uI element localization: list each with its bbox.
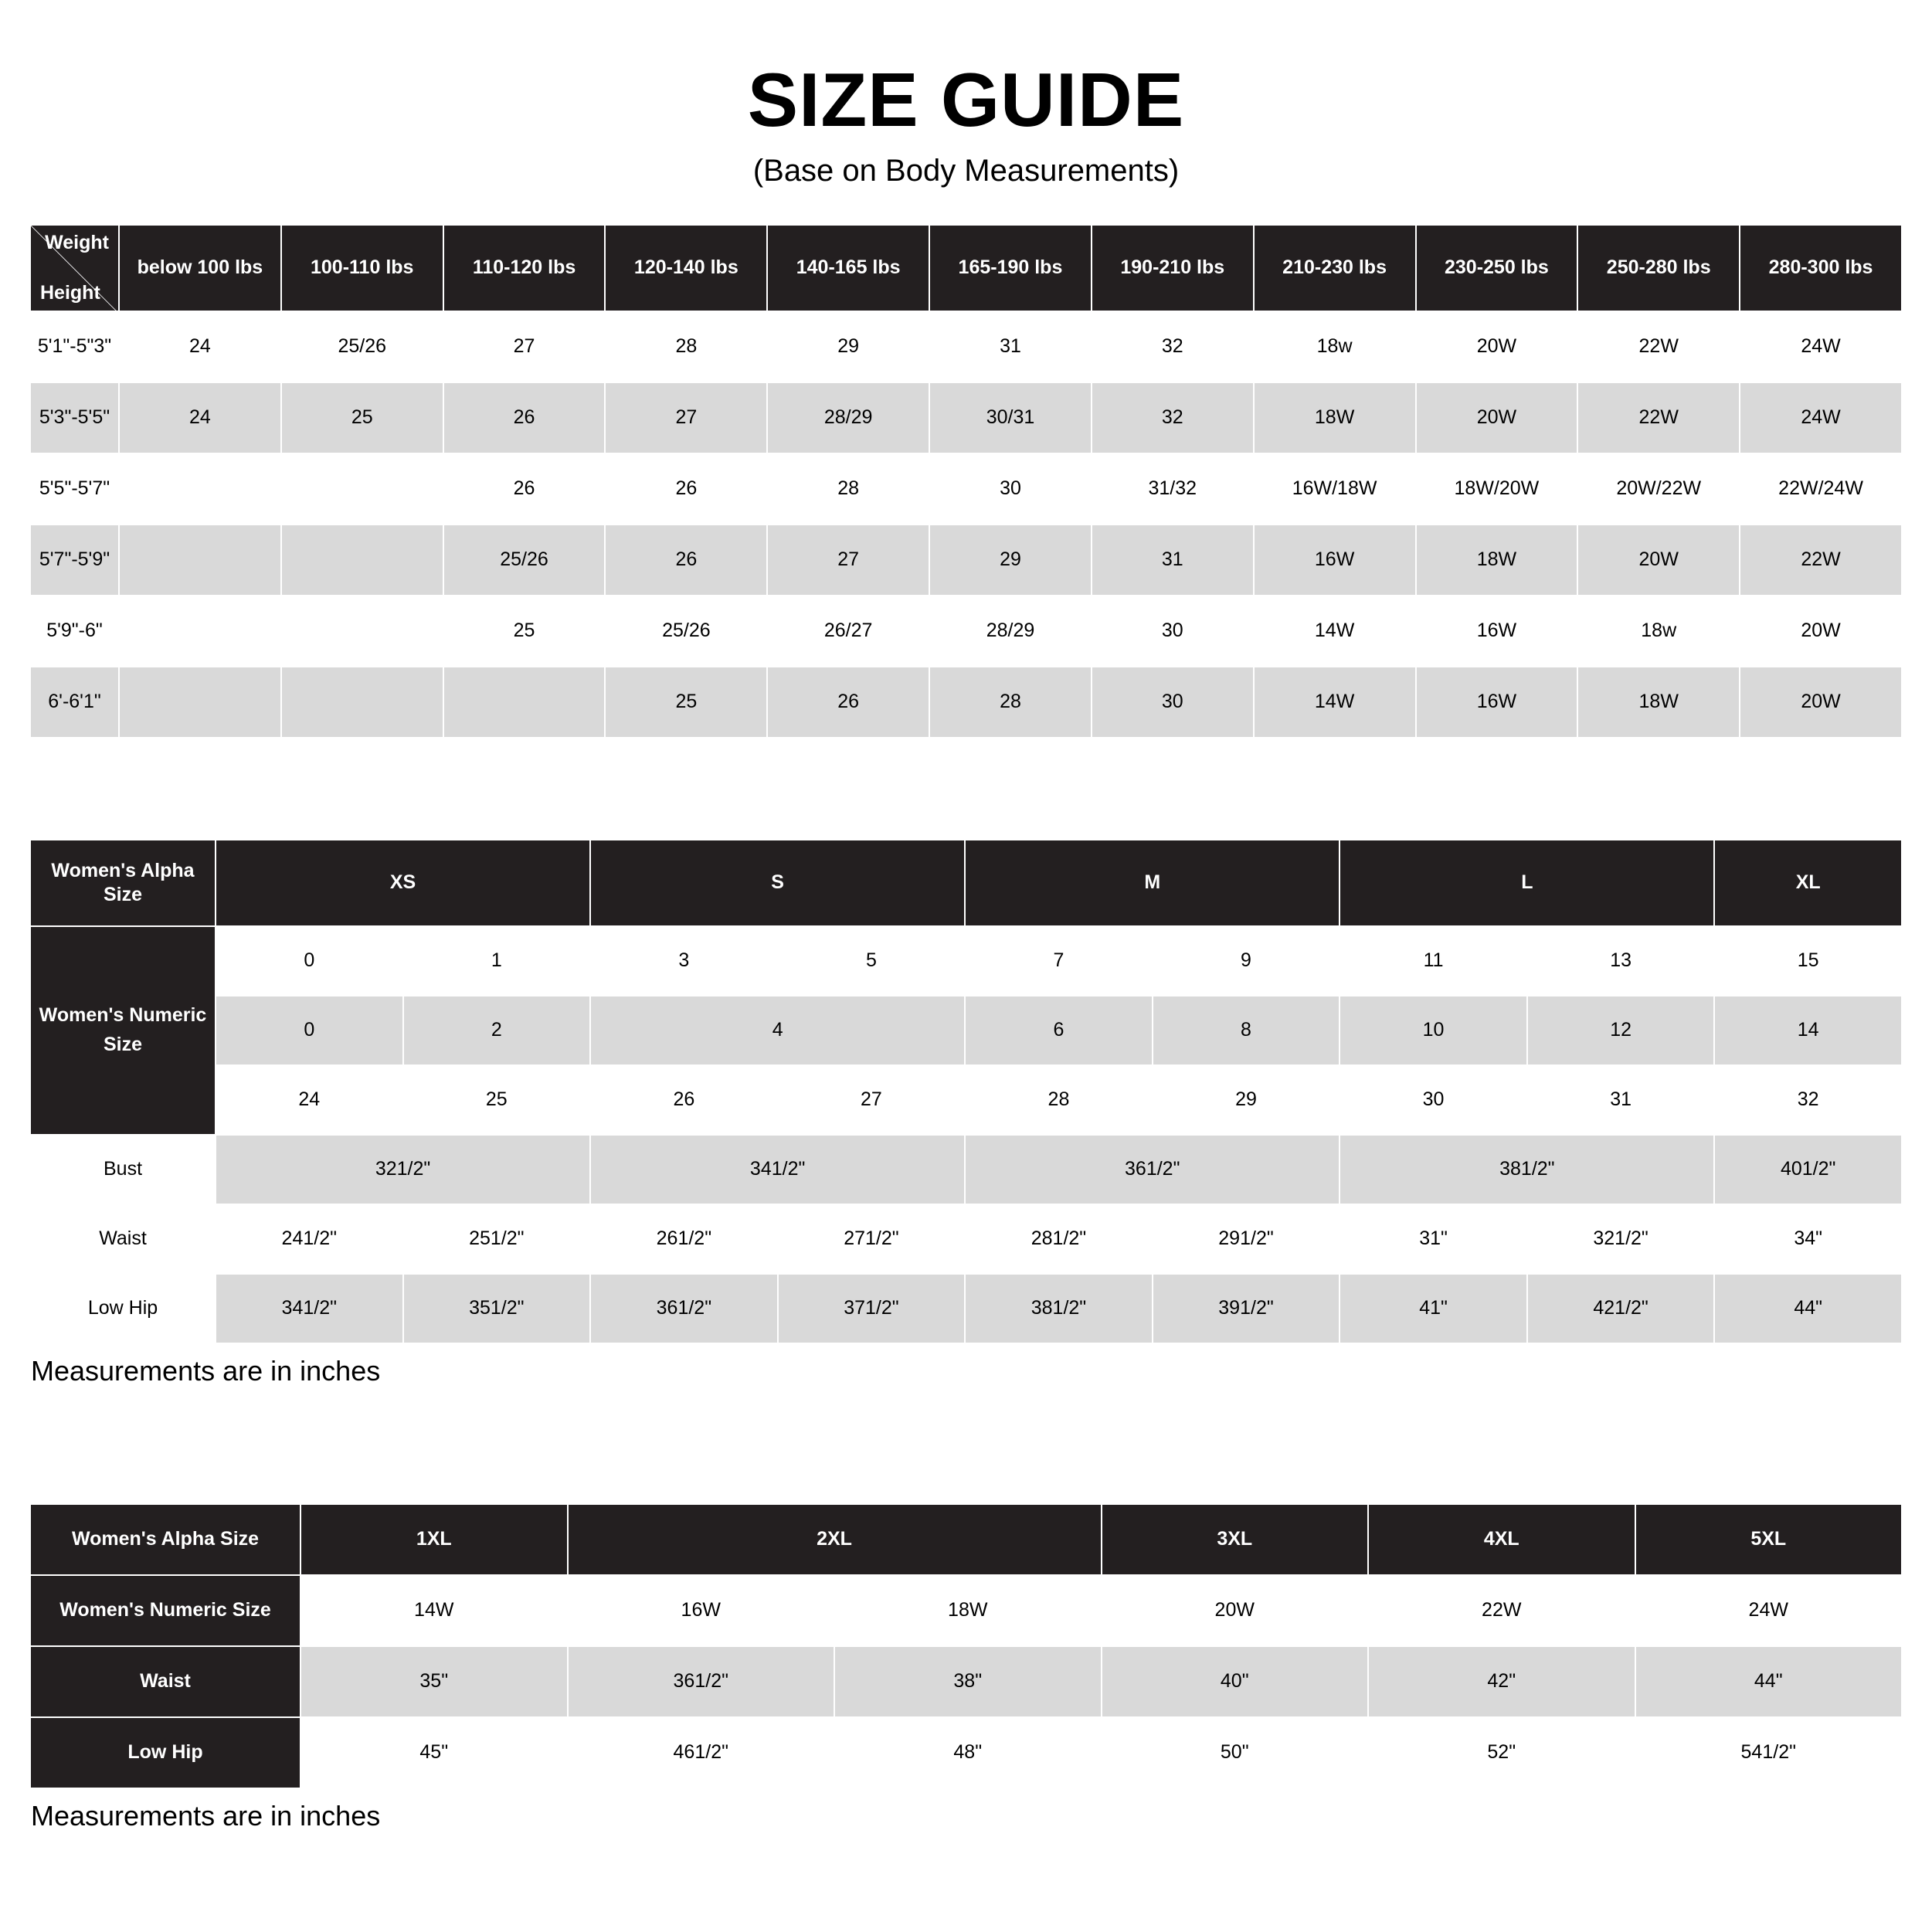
low-hip-label: Low Hip <box>30 1717 300 1788</box>
table-cell <box>281 453 443 525</box>
table-cell: 261/2" <box>590 1204 778 1274</box>
table-cell: 4 <box>590 996 965 1065</box>
page-subtitle: (Base on Body Measurements) <box>752 153 1180 188</box>
table-row <box>30 525 1902 596</box>
table-cell: 26 <box>590 1065 778 1135</box>
table-cell: 52" <box>1368 1717 1635 1788</box>
table-cell: 541/2" <box>1635 1717 1903 1788</box>
table-cell: 291/2" <box>1153 1204 1340 1274</box>
table-cell: 25/26 <box>443 525 606 596</box>
alpha-size-1xl: 1XL <box>300 1504 568 1575</box>
table-cell: 20W/22W <box>1577 453 1740 525</box>
table-cell: 29 <box>1153 1065 1340 1135</box>
table-cell: 16W <box>1254 525 1416 596</box>
row-header: 6'-6'1" <box>30 667 119 738</box>
table-cell: 28 <box>767 453 929 525</box>
bust-row <box>30 1135 1902 1204</box>
table-cell: 22W <box>1368 1575 1635 1646</box>
table-cell: 18W <box>1416 525 1578 596</box>
table-cell: 31 <box>929 311 1092 382</box>
table-cell: 25 <box>605 667 767 738</box>
table-cell: 16W/18W <box>1254 453 1416 525</box>
measurements-note: Measurements are in inches <box>31 1354 381 1387</box>
waist-row <box>30 1646 1902 1717</box>
table-cell: 18W <box>834 1575 1102 1646</box>
table-cell: 25 <box>281 382 443 453</box>
table-cell: 29 <box>767 311 929 382</box>
table-cell <box>119 453 281 525</box>
table-header-row <box>30 225 1902 311</box>
table-cell: 31/32 <box>1092 453 1254 525</box>
table-cell: 461/2" <box>568 1717 835 1788</box>
column-header: below 100 lbs <box>119 225 281 311</box>
table-cell: 341/2" <box>590 1135 965 1204</box>
table-cell: 31" <box>1339 1204 1527 1274</box>
height-axis-label: Height <box>40 281 100 304</box>
table-cell: 22W <box>1577 382 1740 453</box>
table-cell <box>443 667 606 738</box>
table-cell: 11 <box>1339 926 1527 996</box>
table-cell: 2 <box>403 996 591 1065</box>
table-cell: 24W <box>1740 382 1902 453</box>
column-header: 140-165 lbs <box>767 225 929 311</box>
table-cell: 27 <box>778 1065 966 1135</box>
waist-label: Waist <box>30 1204 216 1274</box>
row-header: 5'1"-5"3" <box>30 311 119 382</box>
table-cell: 8 <box>1153 996 1340 1065</box>
table-row <box>30 996 1902 1065</box>
numeric-size-label: Women's Numeric Size <box>30 1575 300 1646</box>
table-cell: 30 <box>1339 1065 1527 1135</box>
table-cell: 32 <box>1092 382 1254 453</box>
lowhip-row <box>30 1717 1902 1788</box>
table-cell: 27 <box>443 311 606 382</box>
table-cell: 381/2" <box>1339 1135 1714 1204</box>
table-cell: 26 <box>443 382 606 453</box>
table-row <box>30 926 1902 996</box>
alpha-size-5xl: 5XL <box>1635 1504 1903 1575</box>
waist-label: Waist <box>30 1646 300 1717</box>
table-cell: 31 <box>1527 1065 1715 1135</box>
table-cell: 26 <box>605 525 767 596</box>
table-cell: 25 <box>443 596 606 667</box>
table-cell: 48" <box>834 1717 1102 1788</box>
table-cell: 10 <box>1339 996 1527 1065</box>
table-row <box>30 382 1902 453</box>
table-cell: 34" <box>1714 1204 1902 1274</box>
alpha-size-label: Women's Alpha Size <box>30 840 216 926</box>
table-cell: 26 <box>767 667 929 738</box>
table-cell: 20W <box>1416 311 1578 382</box>
table-cell: 40" <box>1102 1646 1369 1717</box>
table-cell: 44" <box>1714 1274 1902 1343</box>
table-cell: 361/2" <box>965 1135 1339 1204</box>
table-cell: 22W <box>1740 525 1902 596</box>
table-cell: 26 <box>605 453 767 525</box>
table-cell: 32 <box>1092 311 1254 382</box>
table-cell: 45" <box>300 1717 568 1788</box>
column-header: 280-300 lbs <box>1740 225 1902 311</box>
column-header: 120-140 lbs <box>605 225 767 311</box>
table-cell: 7 <box>965 926 1153 996</box>
page-title: SIZE GUIDE <box>747 57 1185 142</box>
table-cell: 24 <box>119 311 281 382</box>
table-cell: 24W <box>1635 1575 1903 1646</box>
table-cell: 20W <box>1740 667 1902 738</box>
table-cell: 14W <box>1254 596 1416 667</box>
table-cell: 20W <box>1102 1575 1369 1646</box>
corner-header-cell <box>30 225 119 311</box>
table-cell <box>281 667 443 738</box>
table-cell: 18w <box>1254 311 1416 382</box>
table-cell: 361/2" <box>590 1274 778 1343</box>
table-cell: 14W <box>300 1575 568 1646</box>
table-cell: 341/2" <box>216 1274 403 1343</box>
height-weight-table <box>29 224 1903 739</box>
table-row <box>30 596 1902 667</box>
table-cell: 0 <box>216 926 403 996</box>
womens-plus-size-table <box>29 1503 1903 1789</box>
table-cell: 27 <box>767 525 929 596</box>
table-cell: 30/31 <box>929 382 1092 453</box>
table-cell: 42" <box>1368 1646 1635 1717</box>
row-header: 5'3"-5'5" <box>30 382 119 453</box>
table-cell: 321/2" <box>216 1135 590 1204</box>
table-cell: 13 <box>1527 926 1715 996</box>
table-cell: 28 <box>929 667 1092 738</box>
table-cell: 371/2" <box>778 1274 966 1343</box>
alpha-size-xs: XS <box>216 840 590 926</box>
alpha-size-xl: XL <box>1714 840 1902 926</box>
table-cell: 28/29 <box>929 596 1092 667</box>
numeric-size-row <box>30 1575 1902 1646</box>
alpha-size-header-row <box>30 840 1902 926</box>
table-cell <box>281 525 443 596</box>
measurements-note: Measurements are in inches <box>31 1799 381 1832</box>
table-cell: 16W <box>1416 596 1578 667</box>
table-cell: 14 <box>1714 996 1902 1065</box>
table-cell: 25/26 <box>281 311 443 382</box>
table-cell: 30 <box>1092 667 1254 738</box>
table-cell: 50" <box>1102 1717 1369 1788</box>
table-cell: 241/2" <box>216 1204 403 1274</box>
table-cell <box>119 525 281 596</box>
table-cell: 421/2" <box>1527 1274 1715 1343</box>
table-cell: 38" <box>834 1646 1102 1717</box>
weight-axis-label: Weight <box>45 231 109 253</box>
table-cell: 24 <box>119 382 281 453</box>
table-cell: 22W <box>1577 311 1740 382</box>
table-cell <box>281 596 443 667</box>
table-cell: 14W <box>1254 667 1416 738</box>
table-cell: 251/2" <box>403 1204 591 1274</box>
table-cell: 20W <box>1577 525 1740 596</box>
table-cell: 28 <box>965 1065 1153 1135</box>
table-cell: 16W <box>1416 667 1578 738</box>
table-cell: 41" <box>1339 1274 1527 1343</box>
column-header: 210-230 lbs <box>1254 225 1416 311</box>
table-cell: 18w <box>1577 596 1740 667</box>
table-row <box>30 453 1902 525</box>
bust-label: Bust <box>30 1135 216 1204</box>
table-cell <box>119 596 281 667</box>
table-cell: 321/2" <box>1527 1204 1715 1274</box>
table-cell: 20W <box>1740 596 1902 667</box>
table-cell: 29 <box>929 525 1092 596</box>
table-cell: 26 <box>443 453 606 525</box>
table-cell: 9 <box>1153 926 1340 996</box>
table-cell: 15 <box>1714 926 1902 996</box>
waist-row <box>30 1204 1902 1274</box>
table-cell: 22W/24W <box>1740 453 1902 525</box>
column-header: 165-190 lbs <box>929 225 1092 311</box>
table-cell: 30 <box>1092 596 1254 667</box>
table-cell: 28/29 <box>767 382 929 453</box>
table-cell: 31 <box>1092 525 1254 596</box>
table-cell: 3 <box>590 926 778 996</box>
table-row <box>30 667 1902 738</box>
table-cell: 16W <box>568 1575 835 1646</box>
table-cell: 25/26 <box>605 596 767 667</box>
table-cell: 12 <box>1527 996 1715 1065</box>
table-cell: 18W/20W <box>1416 453 1578 525</box>
alpha-size-label: Women's Alpha Size <box>30 1504 300 1575</box>
table-cell <box>119 667 281 738</box>
table-cell: 0 <box>216 996 403 1065</box>
alpha-size-s: S <box>590 840 965 926</box>
numeric-size-label: Women's Numeric Size <box>30 926 216 1135</box>
alpha-size-l: L <box>1339 840 1714 926</box>
table-cell: 5 <box>778 926 966 996</box>
lowhip-row <box>30 1274 1902 1343</box>
table-cell: 25 <box>403 1065 591 1135</box>
column-header: 230-250 lbs <box>1416 225 1578 311</box>
table-cell: 27 <box>605 382 767 453</box>
table-cell: 351/2" <box>403 1274 591 1343</box>
row-header: 5'5"-5'7" <box>30 453 119 525</box>
table-cell: 18W <box>1577 667 1740 738</box>
column-header: 100-110 lbs <box>281 225 443 311</box>
table-cell: 28 <box>605 311 767 382</box>
table-cell: 18W <box>1254 382 1416 453</box>
low-hip-label: Low Hip <box>30 1274 216 1343</box>
table-cell: 361/2" <box>568 1646 835 1717</box>
alpha-size-3xl: 3XL <box>1102 1504 1369 1575</box>
table-cell: 391/2" <box>1153 1274 1340 1343</box>
column-header: 110-120 lbs <box>443 225 606 311</box>
table-row <box>30 1065 1902 1135</box>
womens-standard-size-table <box>29 839 1903 1344</box>
table-cell: 1 <box>403 926 591 996</box>
alpha-size-4xl: 4XL <box>1368 1504 1635 1575</box>
column-header: 190-210 lbs <box>1092 225 1254 311</box>
alpha-size-m: M <box>965 840 1339 926</box>
table-cell: 271/2" <box>778 1204 966 1274</box>
table-cell: 44" <box>1635 1646 1903 1717</box>
table-row <box>30 311 1902 382</box>
table-cell: 35" <box>300 1646 568 1717</box>
column-header: 250-280 lbs <box>1577 225 1740 311</box>
table-cell: 281/2" <box>965 1204 1153 1274</box>
table-cell: 20W <box>1416 382 1578 453</box>
table-cell: 30 <box>929 453 1092 525</box>
alpha-size-header-row <box>30 1504 1902 1575</box>
table-cell: 26/27 <box>767 596 929 667</box>
table-cell: 381/2" <box>965 1274 1153 1343</box>
alpha-size-2xl: 2XL <box>568 1504 1102 1575</box>
table-cell: 32 <box>1714 1065 1902 1135</box>
table-cell: 401/2" <box>1714 1135 1902 1204</box>
table-cell: 24W <box>1740 311 1902 382</box>
table-cell: 24 <box>216 1065 403 1135</box>
row-header: 5'7"-5'9" <box>30 525 119 596</box>
row-header: 5'9"-6" <box>30 596 119 667</box>
table-cell: 6 <box>965 996 1153 1065</box>
